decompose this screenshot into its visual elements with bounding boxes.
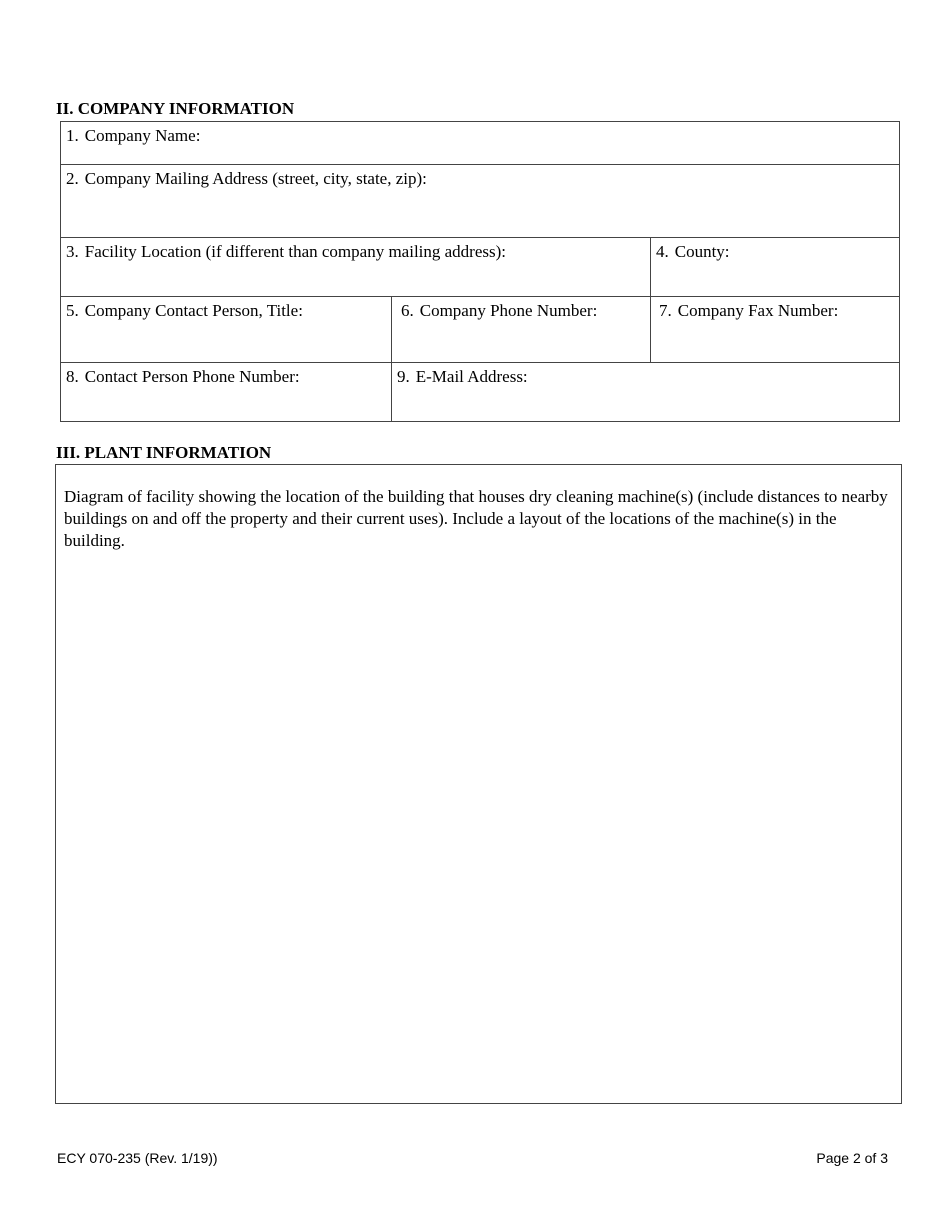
field-label-company-phone: Company Phone Number: bbox=[419, 301, 598, 320]
field-label-contact-phone: Contact Person Phone Number: bbox=[84, 367, 300, 386]
field-number: 4. bbox=[656, 242, 669, 261]
company-phone-field[interactable] bbox=[392, 297, 651, 363]
company-information-table bbox=[60, 121, 900, 422]
company-name-field[interactable] bbox=[61, 122, 900, 165]
field-label-facility-location: Facility Location (if different than company mailing address): bbox=[84, 242, 507, 261]
county-field[interactable] bbox=[651, 238, 900, 297]
field-number: 3. bbox=[66, 242, 79, 261]
field-label-contact-person: Company Contact Person, Title: bbox=[84, 301, 303, 320]
footer-form-id: ECY 070-235 (Rev. 1/19)) bbox=[57, 1150, 218, 1166]
field-label-mailing-address: Company Mailing Address (street, city, state, zip): bbox=[84, 169, 427, 188]
field-number: 9. bbox=[397, 367, 410, 386]
section-heading-company-information: II. COMPANY INFORMATION bbox=[56, 99, 295, 118]
footer-page-number: Page 2 of 3 bbox=[816, 1150, 888, 1166]
field-label-company-name: Company Name: bbox=[84, 126, 201, 145]
field-label-company-fax: Company Fax Number: bbox=[677, 301, 839, 320]
facility-location-field[interactable] bbox=[61, 238, 651, 297]
field-number: 5. bbox=[66, 301, 79, 320]
facility-diagram-instructions: Diagram of facility showing the location of the building that houses dry cleaning machine(s) (include distances to nearby buildings on and off the property and their current uses). Include a layout of the locations of the machine(s) in the building. bbox=[64, 487, 888, 550]
facility-diagram-box[interactable] bbox=[55, 464, 902, 1104]
field-number: 1. bbox=[66, 126, 79, 145]
contact-person-phone-field[interactable] bbox=[61, 363, 392, 422]
field-number: 6. bbox=[401, 301, 414, 320]
field-number: 8. bbox=[66, 367, 79, 386]
field-label-email: E-Mail Address: bbox=[415, 367, 528, 386]
contact-person-title-field[interactable] bbox=[61, 297, 392, 363]
field-number: 7. bbox=[659, 301, 672, 320]
company-mailing-address-field[interactable] bbox=[61, 165, 900, 238]
field-label-county: County: bbox=[674, 242, 730, 261]
field-number: 2. bbox=[66, 169, 79, 188]
email-address-field[interactable] bbox=[392, 363, 900, 422]
section-heading-plant-information: III. PLANT INFORMATION bbox=[56, 443, 272, 462]
company-fax-field[interactable] bbox=[651, 297, 900, 363]
